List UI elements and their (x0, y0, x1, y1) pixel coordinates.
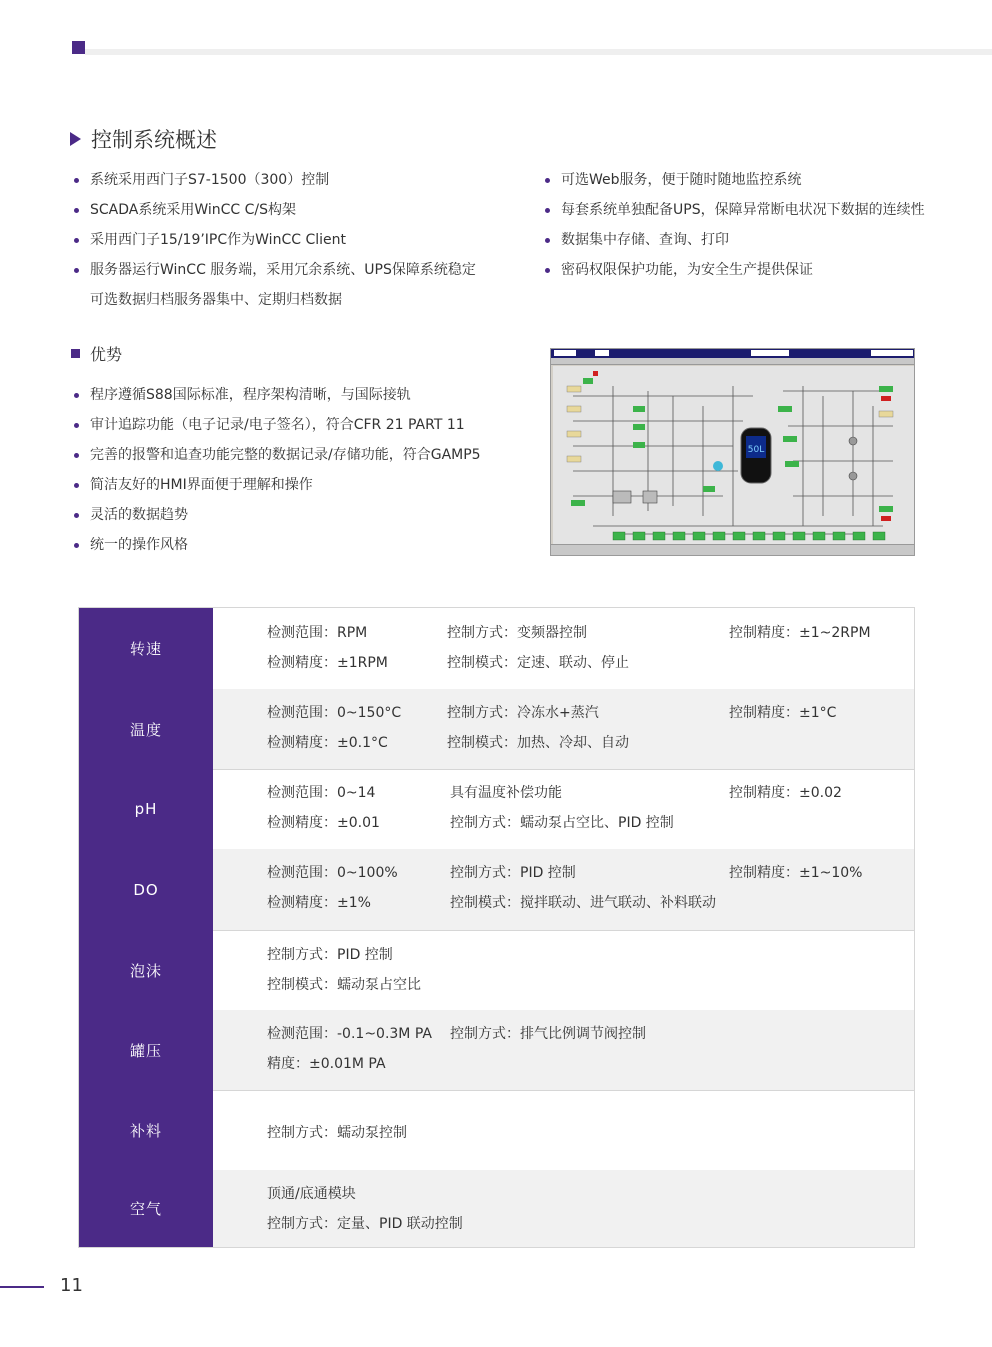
list-item: 可选Web服务，便于随时随地监控系统 (541, 165, 925, 195)
cell: 控制方式：蠕动泵占空比、PID 控制 (450, 815, 674, 831)
list-item: 密码权限保护功能，为安全生产提供保证 (541, 255, 925, 285)
row-label: 温度 (79, 689, 213, 769)
section-title-text: 控制系统概述 (91, 128, 217, 152)
hmi-screenshot (550, 348, 915, 556)
cell: 检测范围：RPM (267, 625, 368, 641)
list-item-continuation: 可选数据归档服务器集中、定期归档数据 (90, 292, 342, 308)
table-row (79, 769, 914, 849)
triangle-icon (70, 132, 81, 146)
cell: 检测精度：±0.1°C (267, 735, 388, 751)
cell: 检测范围：0~100% (267, 865, 398, 881)
table-row (79, 1090, 914, 1170)
table-row (79, 930, 914, 1010)
vessel-label: 50L (747, 445, 765, 455)
cell: 控制精度：±0.02 (729, 785, 842, 801)
cell: 控制精度：±1~10% (729, 865, 863, 881)
header-square (72, 41, 85, 54)
list-item: 服务器运行WinCC 服务端，采用冗余系统、UPS保障系统稳定 (70, 255, 476, 285)
cell: 检测精度：±1% (267, 895, 371, 911)
cell: 顶通/底通模块 (267, 1186, 356, 1202)
list-item: SCADA系统采用WinCC C/S构架 (70, 195, 476, 225)
row-label: 转速 (79, 608, 213, 689)
table-row (79, 1010, 914, 1090)
page-number: 11 (60, 1275, 83, 1296)
advantages-title-text: 优势 (90, 345, 123, 364)
hmi-titlebar (551, 349, 914, 358)
hmi-menubar (551, 358, 914, 365)
cell: 精度：±0.01M PA (267, 1056, 386, 1072)
list-item: 审计追踪功能（电子记录/电子签名），符合CFR 21 PART 11 (70, 410, 481, 440)
list-item: 简洁友好的HMI界面便于理解和操作 (70, 470, 481, 500)
spec-table (78, 607, 915, 1248)
table-row (79, 849, 914, 930)
cell: 控制模式：蠕动泵占空比 (267, 977, 421, 993)
cell: 控制方式：冷冻水+蒸汽 (447, 705, 599, 721)
advantages-title (71, 342, 122, 365)
overview-left-list (70, 165, 476, 315)
cell: 控制方式：定量、PID 联动控制 (267, 1216, 463, 1232)
header-line (85, 49, 992, 55)
process-diagram-svg (553, 366, 914, 544)
table-row (79, 608, 914, 689)
cell: 控制方式：蠕动泵控制 (267, 1125, 407, 1141)
row-label: DO (79, 849, 213, 930)
hmi-process-diagram (553, 366, 914, 544)
cell: 控制模式：搅拌联动、进气联动、补料联动 (450, 895, 716, 911)
list-item: 统一的操作风格 (70, 530, 481, 560)
list-item: 灵活的数据趋势 (70, 500, 481, 530)
table-row (79, 689, 914, 769)
cell: 检测范围：0~14 (267, 785, 376, 801)
cell: 控制方式：PID 控制 (267, 947, 393, 963)
list-item: 系统采用西门子S7-1500（300）控制 (70, 165, 476, 195)
cell: 控制方式：排气比例调节阀控制 (450, 1026, 646, 1042)
list-item: 数据集中存储、查询、打印 (541, 225, 925, 255)
list-item: 完善的报警和追查功能完整的数据记录/存储功能，符合GAMP5 (70, 440, 481, 470)
hmi-statusbar (551, 544, 914, 555)
row-label: 罐压 (79, 1010, 213, 1090)
cell: 检测精度：±1RPM (267, 655, 388, 671)
cell: 检测范围：0~150°C (267, 705, 402, 721)
row-label: 空气 (79, 1170, 213, 1247)
cell: 检测范围：-0.1~0.3M PA (267, 1026, 432, 1042)
cell: 控制方式：变频器控制 (447, 625, 587, 641)
cell: 控制精度：±1~2RPM (729, 625, 871, 641)
row-label: 补料 (79, 1090, 213, 1170)
cell: 控制精度：±1°C (729, 705, 837, 721)
section-title (70, 124, 217, 154)
row-label: pH (79, 769, 213, 849)
advantages-list (70, 380, 481, 560)
overview-right-list (541, 165, 925, 285)
cell: 检测精度：±0.01 (267, 815, 380, 831)
table-row (79, 1170, 914, 1247)
cell: 控制模式：定速、联动、停止 (447, 655, 629, 671)
square-bullet-icon (71, 349, 80, 358)
row-label: 泡沫 (79, 930, 213, 1010)
cell: 控制模式：加热、冷却、自动 (447, 735, 629, 751)
list-item: 采用西门子15/19’IPC作为WinCC Client (70, 225, 476, 255)
list-item: 程序遵循S88国际标准，程序架构清晰，与国际接轨 (70, 380, 481, 410)
header-bar (72, 41, 992, 55)
list-item: 每套系统单独配备UPS，保障异常断电状况下数据的连续性 (541, 195, 925, 225)
footer-line (0, 1286, 44, 1288)
cell: 具有温度补偿功能 (450, 785, 562, 801)
cell: 控制方式：PID 控制 (450, 865, 576, 881)
